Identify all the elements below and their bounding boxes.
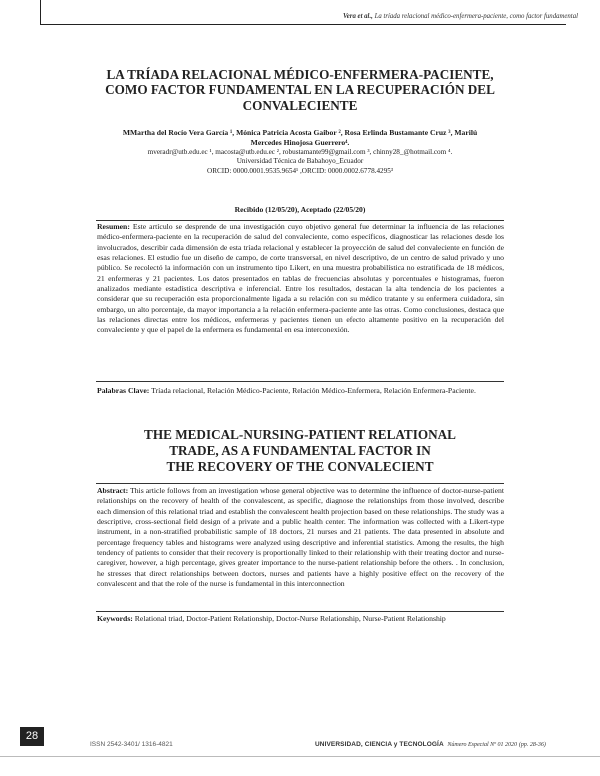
page-frame-corner — [40, 0, 41, 24]
footer-issue: Número Especial Nº 01 2020 — [447, 742, 518, 748]
received-dates: Recibido (12/05/20), Aceptado (22/05/20) — [234, 205, 366, 214]
footer-journal-name: UNIVERSIDAD, CIENCIA y TECNOLOGÍA — [315, 741, 444, 748]
author-affiliation: Universidad Técnica de Babahoyo_Ecuador — [236, 157, 364, 166]
title-en-line2: TRADE, AS A FUNDAMENTAL FACTOR IN — [169, 442, 431, 458]
title-en-line3: THE RECOVERY OF THE CONVALECIENT — [166, 458, 434, 474]
resumen-text: Este artículo se desprende de una investigación cuyo objetivo general fue determinar la influencia de las relaciones médico-enfermera-paciente en la recuperación de salud del convaleciente, como específicos, diagnosticar las relaciones desde los involucrados, describir cada dimensión de esta tríada relacional y establecer la proyección de salud del convaleciente en función de esas relaciones. El estudio fue un diseño de campo, de corte transversal, en nivel descriptivo, de un centro de salud privado y uno público. Se recolectó la información con un instrumento tipo Likert, en una muestra probabilística no estratificada de 18 médicos, 21 enfermeras y 21 pacientes. Los datos presentados en tablas de frecuencias absolutas y porcentuales e histogramas, fueron analizados mediante estadística descriptiva e inferencial. Entre los resultados, destacan la alta tendencia de los pacientes a considerar que su recuperación esta proporcionalmente ligada a su relación con su médico tratante y su enfermera cuidadora, sin embargo, un alto porcentaje, da mayor importancia a la relación enfermera-paciente ante las otras. Como conclusiones, destaca que las relaciones directas entre los médicos, enfermeras y pacientes tienen un efecto altamente positivo en la recuperación del convaleciente y que el papel de la enfermera es fundamental en esa interconexión. — [97, 222, 504, 335]
authors-line1: MMartha del Rocío Vera García ¹, Mónica Patricia Acosta Gaibor ², Rosa Erlinda Bustamante Cruz ³, Marilú — [122, 128, 478, 137]
abstract-paragraph — [97, 486, 504, 589]
running-head-title: La tríada relacional médico-enfermera-paciente, como factor fundamental — [374, 13, 578, 20]
resumen-bottom-rule — [96, 381, 504, 382]
header-rule — [40, 24, 566, 25]
abstract-top-rule — [96, 483, 504, 484]
footer-pages: (pp. 28-36) — [518, 742, 546, 748]
title-es-line2: COMO FACTOR FUNDAMENTAL EN LA RECUPERACIÓN DEL — [105, 82, 495, 98]
running-head — [343, 13, 578, 20]
title-en-line1: THE MEDICAL-NURSING-PATIENT RELATIONAL — [144, 427, 456, 442]
footer-rule — [0, 756, 600, 757]
abstract-label: Abstract: — [97, 486, 129, 495]
palabras-clave-paragraph — [97, 386, 504, 396]
palabras-clave-text: Tríada relacional, Relación Médico-Paciente, Relación Médico-Enfermera, Relación Enfermera-Paciente. — [149, 386, 476, 395]
title-es-line3: CONVALECIENTE — [242, 97, 358, 113]
authors-line2: Mercedes Hinojosa Guerrero⁴. — [250, 138, 350, 147]
footer-issn: ISSN 2542-3401/ 1316-4821 — [90, 741, 173, 748]
title-spanish — [80, 67, 520, 113]
keywords-label: Keywords: — [97, 614, 133, 623]
author-emails: mveradr@utb.edu.ec ¹, macosta@utb.edu.ec ², robustamante99@gmail.com ³, chinny28_@hotmail.com ⁴. — [147, 148, 453, 156]
title-es-line1: LA TRÍADA RELACIONAL MÉDICO-ENFERMERA-PACIENTE, — [106, 67, 494, 82]
abstract-bottom-rule — [96, 611, 504, 612]
keywords-text: Relational triad, Doctor-Patient Relationship, Doctor-Nurse Relationship, Nurse-Patient Relationship — [132, 614, 446, 623]
author-orcid: ORCID: 0000.0001.9535.9654¹ ,ORCID: 0000.0002.6778.4295³ — [207, 166, 393, 175]
palabras-clave-label: Palabras Clave: — [97, 386, 150, 395]
resumen-paragraph — [97, 222, 504, 336]
page-number: 28 — [20, 727, 44, 746]
resumen-top-rule — [96, 220, 504, 221]
keywords-paragraph — [97, 614, 504, 624]
author-contact — [85, 148, 515, 176]
resumen-label: Resumen: — [97, 222, 130, 231]
author-list — [85, 128, 515, 148]
running-head-authors: Vera et al., — [343, 13, 373, 20]
title-english — [90, 427, 510, 474]
abstract-text: This article follows from an investigation whose general objective was to determine the influence of doctor-nurse-patient relationships on the recovery of health of the convalescent, as specific, diagnose the relationships from those involved, describe each dimension of this relational triad and establish the convalescent health projection based on these relationships. The study was a descriptive, cross-sectional field design of a private and a public health center. The information was collected with a Likert-type instrument, in a non-stratified probabilistic sample of 18 doctors, 21 nurses and 21 patients. The data presented in absolute and percentage frequency tables and histograms were analyzed using descriptive and inferential statistics. Among the results, the high tendency of patients to consider that their recovery is proportionally linked to their relationship with their treating doctor and nurse-caregiver, however, a high percentage, gives greater importance to the nurse-patient relationship before the others. . In conclusion, he stresses that direct relationships between doctors, nurses and patients have a highly positive effect on the recovery of the convalescent and that the role of the nurse is fundamental in this interconnection — [97, 486, 504, 589]
footer-journal-info — [315, 741, 546, 748]
